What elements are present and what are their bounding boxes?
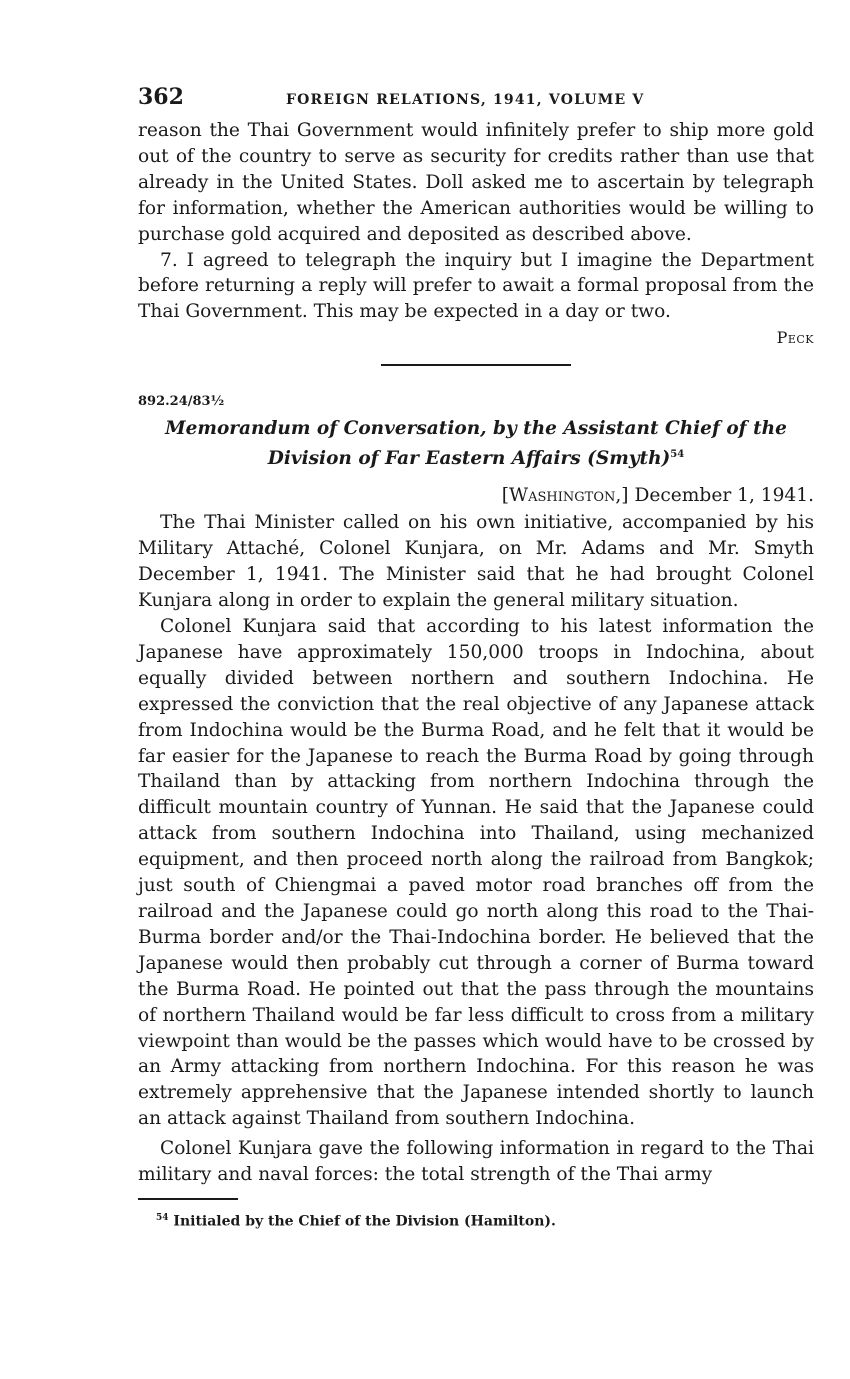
running-head [138,84,814,118]
footnote [138,1208,814,1232]
body-paragraph: Colonel Kunjara gave the following information in regard to the Thai military and naval forces: the total strength of the Thai army [138,1138,814,1186]
running-title: FOREIGN RELATIONS, 1941, VOLUME V [286,92,645,108]
section-divider [381,364,571,366]
dateline-place: [Washington,] [501,485,629,507]
dateline [138,482,814,510]
file-number: 892.24/83½ [138,394,225,410]
document-heading-text: Memorandum of Conversation, by the Assistant Chief of the Division of Far Eastern Affairs (Smyth) [165,418,787,470]
signature: Peck [776,328,814,348]
dateline-date: December 1, 1941. [634,485,814,507]
body-paragraph: Colonel Kunjara said that according to his latest information the Japanese have approximately 150,000 troops in Indochina, about equally divided between northern and southern Indochina. He expressed the conviction that the real objective of any Japanese attack from Indochina would be the Burma Road, and he felt that it would be far easier for the Japanese to reach the Burma Road by going through Thailand than by attacking from northern Indochina through the difficult mountain country of Yunnan. He said that the Japanese could attack from southern Indochina into Thailand, using mechanized equipment, and then proceed north along the railroad from Bangkok; just south of Chiengmai a paved motor road branches off from the railroad and the Japanese could go north along this road to the Thai-Burma border and/or the Thai-Indochina border. He believed that the Japanese would then probably cut through a corner of Burma toward the Burma Road. He pointed out that the pass through the mountains of northern Thailand would be far less difficult to cross from a military viewpoint than would be the passes which would have to be crossed by an Army attacking from northern Indochina. For this reason he was extremely apprehensive that the Japanese intended shortly to launch an attack against Thailand from southern Indochina. [138,616,814,1130]
footnote-text: Initialed by the Chief of the Division (Hamilton). [173,1213,556,1230]
continuation-paragraph-7: 7. I agreed to telegraph the inquiry but I imagine the Department before returning a reply will prefer to await a formal proposal from the Thai Government. This may be expected in a day or two. [138,249,814,323]
page-number: 362 [138,84,184,110]
footnote-reference: 54 [670,449,685,461]
body-paragraph: The Thai Minister called on his own initiative, accompanied by his Military Attaché, Colonel Kunjara, on Mr. Adams and Mr. Smyth December 1, 1941. The Minister said that he had brought Colonel Kunjara along in order to explain the general military situation. [138,512,814,612]
footnote-number: 54 [156,1212,169,1223]
footnote-divider [138,1198,238,1200]
document-heading [138,416,814,472]
page [138,84,814,1232]
continuation-paragraph: reason the Thai Government would infinitely prefer to ship more gold out of the country to serve as security for credits rather than use that already in the United States. Doll asked me to ascertain by telegraph for information, whether the American authorities would be willing to purchase gold acquired and deposited as described above. [138,120,814,245]
